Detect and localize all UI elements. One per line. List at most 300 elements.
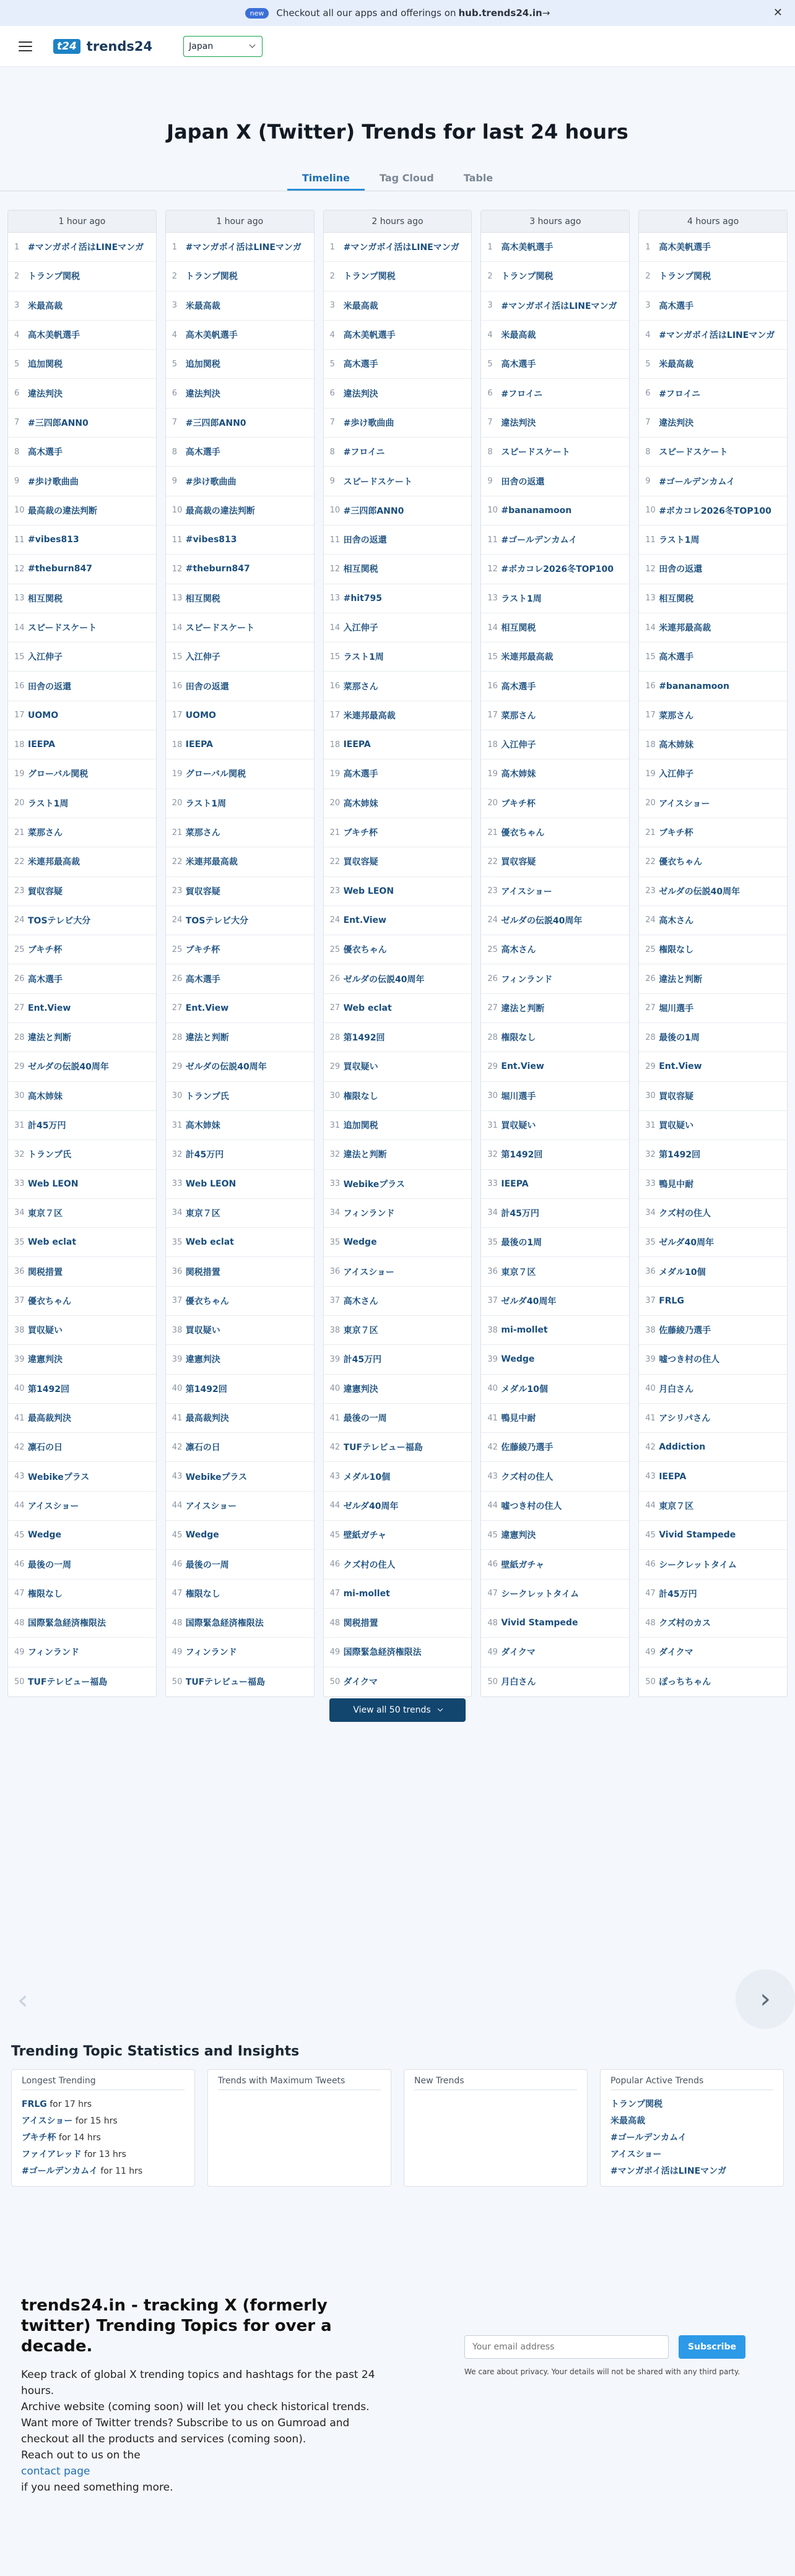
trend-link[interactable]: mi-mollet <box>343 1588 390 1599</box>
trend-link[interactable]: 相互関税 <box>185 594 220 604</box>
trend-link[interactable]: フィンランド <box>501 974 553 985</box>
trend-link[interactable]: IEEPA <box>501 1178 529 1189</box>
tab-table[interactable]: Table <box>463 172 493 184</box>
trend-link[interactable]: 最高裁の違法判断 <box>28 506 97 516</box>
trend-link[interactable]: 佐藤綾乃選手 <box>659 1326 711 1336</box>
trend-link[interactable]: 権限なし <box>28 1589 63 1599</box>
trend-link[interactable]: 東京７区 <box>343 1326 378 1336</box>
trend-link[interactable]: アイスショー <box>501 886 552 897</box>
trend-link[interactable]: 高木選手 <box>28 974 63 985</box>
trend-row <box>639 408 787 438</box>
trend-link[interactable]: #歩け歌曲曲 <box>185 477 237 487</box>
trend-link[interactable]: 違法判決 <box>185 389 220 399</box>
trend-link[interactable]: 違法と判断 <box>343 1150 387 1160</box>
hub-link[interactable]: hub.trends24.in→ <box>458 7 550 19</box>
trend-link[interactable]: 最後の1周 <box>659 1033 700 1044</box>
trend-link[interactable]: 高木さん <box>659 915 694 926</box>
trend-link[interactable]: 高木姉妹 <box>28 1091 63 1102</box>
trend-link[interactable]: 買収容疑 <box>659 1091 694 1102</box>
trend-link[interactable]: アシリパさん <box>659 1414 711 1424</box>
trend-link[interactable]: 貿収容疑 <box>185 886 220 897</box>
trend-rank: 9 <box>14 477 20 486</box>
trend-link[interactable]: フィンランド <box>185 1648 237 1658</box>
trend-rank: 45 <box>487 1530 498 1540</box>
previous-arrow-icon[interactable]: ‹ <box>17 1984 28 2016</box>
trend-row <box>166 1375 314 1404</box>
trend-link[interactable]: 米連邦最高裁 <box>501 652 554 663</box>
trend-link[interactable]: 最高裁の違法判断 <box>185 506 255 516</box>
trend-link[interactable]: Web eclat <box>185 1237 234 1248</box>
trend-link[interactable]: 高木選手 <box>343 360 378 370</box>
trend-link[interactable]: 買収疑い <box>185 1326 220 1336</box>
trend-link[interactable]: 違憲判決 <box>343 1384 378 1394</box>
trend-link[interactable]: スピードスケート <box>501 447 570 458</box>
trend-link[interactable]: 月白さん <box>501 1677 536 1688</box>
trend-link[interactable]: 菜那さん <box>659 711 694 721</box>
trend-link[interactable]: 関税措置 <box>28 1267 63 1277</box>
trend-link[interactable]: 田舎の返還 <box>659 564 703 575</box>
trend-link[interactable]: 高木美帆選手 <box>659 243 711 253</box>
trend-link[interactable]: 国際緊急経済権限法 <box>28 1619 106 1629</box>
trend-link[interactable]: 米連邦最高裁 <box>659 623 711 633</box>
trend-link[interactable]: ダイクマ <box>659 1648 693 1658</box>
trend-link[interactable]: 違法判決 <box>659 418 694 428</box>
trend-link[interactable]: ゼルダの伝説40周年 <box>343 974 425 985</box>
trend-link[interactable]: 国際緊急経済権限法 <box>343 1648 422 1658</box>
trend-link[interactable]: Webikeプラス <box>343 1179 405 1190</box>
trend-link[interactable]: Wedge <box>501 1354 535 1365</box>
trend-rank: 46 <box>172 1560 183 1569</box>
trend-link[interactable]: 最高裁判決 <box>185 1414 229 1424</box>
trend-link[interactable]: 米最高裁 <box>501 331 536 341</box>
trend-link[interactable]: 菜那さん <box>501 711 536 721</box>
trend-link[interactable]: 計45万円 <box>343 1355 382 1365</box>
trend-link[interactable]: ブキチ杯 <box>343 828 378 839</box>
trend-link[interactable]: 違憲判決 <box>28 1355 63 1365</box>
view-all-button[interactable]: View all 50 trends <box>329 1698 466 1722</box>
trend-link[interactable]: 買収容疑 <box>501 857 536 868</box>
trend-link[interactable]: ラスト1周 <box>501 594 542 604</box>
trend-link[interactable]: アイスショー <box>343 1267 394 1277</box>
trend-row <box>166 233 314 262</box>
trend-link[interactable]: 東京７区 <box>28 1208 63 1219</box>
tab-timeline[interactable]: Timeline <box>287 172 365 191</box>
trend-link[interactable]: 入江伸子 <box>659 769 694 780</box>
trend-link[interactable]: 計45万円 <box>185 1150 224 1160</box>
email-input[interactable] <box>464 2335 669 2359</box>
trend-row <box>324 1462 472 1491</box>
trend-link[interactable]: ゼルダ40周年 <box>501 1296 557 1307</box>
trend-link[interactable]: 高木美帆選手 <box>28 331 80 341</box>
trend-row <box>324 1228 472 1257</box>
contact-link[interactable]: contact page <box>21 2465 90 2478</box>
column-time: 4 hours ago <box>639 210 787 233</box>
trend-link[interactable]: 買収疑い <box>659 1121 694 1131</box>
trend-rank: 36 <box>645 1267 656 1277</box>
trend-link[interactable]: 第1492回 <box>185 1384 227 1394</box>
trend-row <box>166 1492 314 1521</box>
trend-link[interactable]: 月白さん <box>659 1384 694 1394</box>
trend-link[interactable]: 計45万円 <box>28 1121 66 1131</box>
trend-link[interactable]: 高木選手 <box>185 447 220 458</box>
trend-link[interactable]: トランプ氏 <box>185 1091 229 1102</box>
trend-link[interactable]: Webikeプラス <box>28 1472 90 1482</box>
trend-link[interactable]: 違法と判断 <box>501 1003 545 1014</box>
trend-link[interactable]: Wedge <box>343 1237 377 1248</box>
trend-link[interactable]: クズ村のカス <box>659 1619 711 1629</box>
trend-link[interactable]: #bananamoon <box>659 681 730 691</box>
trend-link[interactable]: 高木姉妹 <box>659 740 694 751</box>
trend-link[interactable]: TOSテレビ大分 <box>185 915 249 926</box>
trend-link[interactable]: 第1492回 <box>501 1150 543 1160</box>
trend-link[interactable]: フィンランド <box>343 1208 395 1219</box>
trend-link[interactable]: #bananamoon <box>501 505 572 516</box>
trend-link[interactable]: Web LEON <box>185 1178 237 1189</box>
trend-link[interactable]: グローバル関税 <box>185 769 246 780</box>
trend-link[interactable]: Web LEON <box>28 1178 79 1189</box>
trend-link[interactable]: 最高裁判決 <box>28 1414 71 1424</box>
trend-link[interactable]: #三四郎ANN0 <box>343 506 404 516</box>
trend-link[interactable]: 米最高裁 <box>659 360 694 370</box>
trend-link[interactable]: #マンガボイ活はLINEマンガ <box>343 243 459 253</box>
trend-link[interactable]: #hit795 <box>343 593 383 603</box>
trend-link[interactable]: 高木さん <box>343 1296 378 1307</box>
trend-link[interactable]: 堀川選手 <box>659 1003 694 1014</box>
trend-link[interactable]: フィンランド <box>28 1648 79 1658</box>
trend-link[interactable]: 関税措置 <box>343 1619 378 1629</box>
trend-link[interactable]: ラスト1周 <box>185 798 227 809</box>
trend-link[interactable]: メダル10個 <box>659 1267 706 1277</box>
trend-link[interactable]: シークレットタイム <box>659 1560 737 1570</box>
trend-link[interactable]: トランプ関税 <box>659 272 711 282</box>
trend-link[interactable]: 違憲判決 <box>185 1355 220 1365</box>
stat-trend-link[interactable]: アイスショー <box>610 2149 662 2159</box>
trend-link[interactable]: 優衣ちゃん <box>343 945 387 956</box>
trend-link[interactable]: Ent.View <box>343 915 386 925</box>
trend-link[interactable]: ゼルダの伝説40周年 <box>185 1062 267 1073</box>
trend-link[interactable]: Wedge <box>185 1530 219 1541</box>
trend-link[interactable]: ゼルダの伝説40周年 <box>28 1062 109 1073</box>
trend-link[interactable]: 高木選手 <box>185 974 220 985</box>
trend-link[interactable]: 違法判決 <box>28 389 63 399</box>
trend-row <box>8 1140 156 1169</box>
page-title: Japan X (Twitter) Trends for last 24 hours <box>167 120 628 144</box>
trend-link[interactable]: 追加関税 <box>28 360 63 370</box>
trend-link[interactable]: ブキチ杯 <box>501 798 536 809</box>
trend-link[interactable]: 違法と判断 <box>28 1033 71 1044</box>
trend-link[interactable]: 相互関税 <box>343 564 378 575</box>
trend-link[interactable]: 凛石の日 <box>28 1443 63 1453</box>
trend-link[interactable]: #フロイニ <box>343 447 385 458</box>
trend-link[interactable]: IEEPA <box>28 740 56 750</box>
trend-link[interactable]: 優衣ちゃん <box>501 828 545 839</box>
stat-trend-link[interactable]: #ゴールデンカムイ <box>610 2132 687 2143</box>
trend-link[interactable]: 第1492回 <box>28 1384 69 1394</box>
trend-link[interactable]: 計45万円 <box>501 1208 539 1219</box>
trend-link[interactable]: 嘘つき村の住人 <box>501 1501 562 1511</box>
trend-row <box>324 730 472 759</box>
trend-link[interactable]: #歩け歌曲曲 <box>28 477 79 487</box>
trend-rank: 1 <box>172 242 178 252</box>
menu-icon[interactable] <box>19 41 32 51</box>
trend-link[interactable]: #マンガボイ活はLINEマンガ <box>28 243 144 253</box>
trend-link[interactable]: ラスト1周 <box>28 798 69 809</box>
trend-link[interactable]: #ゴールデンカムイ <box>659 477 736 487</box>
trend-link[interactable]: 最後の一周 <box>343 1414 387 1424</box>
trend-link[interactable]: IEEPA <box>185 740 213 750</box>
trend-link[interactable]: 入江伸子 <box>501 740 536 751</box>
trend-link[interactable]: 第1492回 <box>659 1150 701 1160</box>
trend-rank: 16 <box>14 681 25 691</box>
trend-link[interactable]: スピードスケート <box>28 623 97 633</box>
trend-link[interactable]: 入江伸子 <box>185 652 220 663</box>
trend-link[interactable]: 高木姉妹 <box>185 1121 220 1131</box>
stat-item <box>610 2130 773 2146</box>
trend-link[interactable]: 東京７区 <box>185 1208 220 1219</box>
trend-link[interactable]: TOSテレビ大分 <box>28 915 91 926</box>
trend-rank: 44 <box>14 1501 25 1511</box>
trend-link[interactable]: 高木選手 <box>501 360 536 370</box>
trend-link[interactable]: 計45万円 <box>659 1589 697 1599</box>
trend-link[interactable]: Web eclat <box>343 1003 392 1013</box>
trend-link[interactable]: UOMO <box>185 710 216 720</box>
trend-row <box>166 1521 314 1550</box>
trend-rank: 19 <box>14 769 25 779</box>
trend-link[interactable]: #フロイニ <box>659 389 700 399</box>
trend-link[interactable]: ブキチ杯 <box>28 945 63 956</box>
trend-link[interactable]: 権限なし <box>343 1091 378 1102</box>
trend-link[interactable]: 最後の一周 <box>185 1560 229 1570</box>
trend-link[interactable]: 菜那さん <box>185 828 220 839</box>
trend-link[interactable]: 権限なし <box>185 1589 220 1599</box>
trend-link[interactable]: 壁紙ガチャ <box>343 1531 387 1541</box>
stat-trend-link[interactable]: ファイアレッド <box>22 2149 82 2159</box>
trend-link[interactable]: #マンガボイ活はLINEマンガ <box>659 331 775 341</box>
trend-link[interactable]: #theburn847 <box>185 564 250 574</box>
trend-rank: 43 <box>487 1472 498 1482</box>
trend-link[interactable]: 違法判決 <box>343 389 378 399</box>
stat-trend-link[interactable]: ブキチ杯 <box>22 2132 56 2143</box>
trend-link[interactable]: ラスト1周 <box>659 535 700 546</box>
trend-link[interactable]: 相互関税 <box>501 623 536 633</box>
trend-link[interactable]: 田舎の返還 <box>343 535 387 546</box>
trend-link[interactable]: 高木選手 <box>659 652 694 663</box>
trend-link[interactable]: #マンガボイ活はLINEマンガ <box>185 243 302 253</box>
trend-link[interactable]: IEEPA <box>343 740 371 750</box>
trend-link[interactable]: ゼルダの伝説40周年 <box>501 915 583 926</box>
trend-link[interactable]: 堀川選手 <box>501 1091 536 1102</box>
trend-link[interactable]: 鴨見中耐 <box>659 1179 694 1190</box>
trend-link[interactable]: 第1492回 <box>343 1033 385 1044</box>
trend-link[interactable]: トランプ関税 <box>28 272 80 282</box>
trend-link[interactable]: Addiction <box>659 1442 706 1453</box>
subscribe-button[interactable]: Subscribe <box>679 2335 745 2359</box>
trend-link[interactable]: Wedge <box>28 1530 61 1541</box>
trend-link[interactable]: 田舎の返還 <box>501 477 545 487</box>
trend-link[interactable]: FRLG <box>659 1295 684 1306</box>
trend-link[interactable]: Webikeプラス <box>185 1472 248 1482</box>
stat-trend-link[interactable]: アイスショー <box>22 2116 73 2126</box>
trend-rank: 36 <box>172 1267 183 1277</box>
trend-link[interactable]: #vibes813 <box>185 535 237 545</box>
trend-rank: 43 <box>645 1472 656 1482</box>
trend-link[interactable]: スピードスケート <box>185 623 255 633</box>
trend-link[interactable]: 高木選手 <box>28 447 63 458</box>
trend-link[interactable]: Ent.View <box>501 1061 544 1072</box>
next-arrow-icon[interactable]: › <box>736 1969 795 2029</box>
trend-link[interactable]: Ent.View <box>659 1061 702 1072</box>
trend-link[interactable]: 優衣ちゃん <box>185 1296 229 1307</box>
trend-link[interactable]: #マンガボイ活はLINEマンガ <box>501 301 617 311</box>
trend-link[interactable]: ゼルダ40周年 <box>343 1501 399 1511</box>
trend-link[interactable]: メダル10個 <box>343 1472 391 1482</box>
trend-link[interactable]: Vivid Stampede <box>659 1530 736 1541</box>
trend-link[interactable]: クズ村の住人 <box>659 1208 711 1219</box>
trend-link[interactable]: 東京７区 <box>659 1501 694 1511</box>
trend-link[interactable]: 高木姉妹 <box>501 769 536 780</box>
trend-link[interactable]: 東京７区 <box>501 1267 536 1277</box>
trend-link[interactable]: 壁紙ガチャ <box>501 1560 544 1570</box>
trend-link[interactable]: 権限なし <box>659 945 694 956</box>
trend-link[interactable]: 米連邦最高裁 <box>185 857 238 868</box>
trend-link[interactable]: TUFテレビュー福島 <box>343 1443 423 1453</box>
stat-trend-link[interactable]: トランプ関税 <box>610 2099 662 2109</box>
trend-link[interactable]: 権限なし <box>501 1033 536 1044</box>
trend-row <box>639 525 787 555</box>
trend-link[interactable]: スピードスケート <box>659 447 728 458</box>
trend-link[interactable]: 関税措置 <box>185 1267 220 1277</box>
trend-link[interactable]: 菜那さん <box>28 828 63 839</box>
trend-link[interactable]: 高木姉妹 <box>343 798 378 809</box>
trend-link[interactable]: #フロイニ <box>501 389 543 399</box>
trend-link[interactable]: 違法と判断 <box>185 1033 229 1044</box>
trend-link[interactable]: TUFテレビュー福島 <box>28 1677 108 1688</box>
trend-link[interactable]: #ボカコレ2026冬TOP100 <box>659 506 771 516</box>
trend-link[interactable]: #三四郎ANN0 <box>28 418 89 428</box>
trend-link[interactable]: 高木選手 <box>343 769 378 780</box>
trend-link[interactable]: #vibes813 <box>28 535 79 545</box>
trend-link[interactable]: グローバル関税 <box>28 769 89 780</box>
trend-link[interactable]: #ボカコレ2026冬TOP100 <box>501 564 614 575</box>
trend-link[interactable]: アイスショー <box>185 1501 237 1511</box>
trend-link[interactable]: 米最高裁 <box>28 301 63 311</box>
trend-link[interactable]: ラスト1周 <box>343 652 384 663</box>
trend-row <box>324 350 472 379</box>
trend-link[interactable]: Web eclat <box>28 1237 77 1248</box>
trend-rank: 16 <box>329 681 341 691</box>
trend-link[interactable]: #歩け歌曲曲 <box>343 418 394 428</box>
trend-link[interactable]: クズ村の住人 <box>343 1560 396 1570</box>
stat-trend-link[interactable]: #ゴールデンカムイ <box>22 2166 98 2176</box>
trend-link[interactable]: トランプ氏 <box>28 1150 71 1160</box>
trend-link[interactable]: 高木美帆選手 <box>343 331 396 341</box>
trend-link[interactable]: #theburn847 <box>28 564 92 574</box>
trend-link[interactable]: 米最高裁 <box>343 301 378 311</box>
trend-link[interactable]: 高木美帆選手 <box>185 331 238 341</box>
trend-link[interactable]: 最後の1周 <box>501 1238 542 1248</box>
country-select[interactable] <box>183 36 263 57</box>
trend-link[interactable]: 田舎の返還 <box>185 681 229 692</box>
trend-link[interactable]: 優衣ちゃん <box>28 1296 71 1307</box>
trend-link[interactable]: Ent.View <box>28 1003 71 1013</box>
trend-link[interactable]: 違法と判断 <box>659 974 703 985</box>
trend-link[interactable]: Ent.View <box>185 1003 229 1013</box>
trend-link[interactable]: Web LEON <box>343 886 394 896</box>
trend-link[interactable]: 田舎の返還 <box>28 681 71 692</box>
close-icon[interactable]: ✕ <box>773 6 783 19</box>
trend-link[interactable]: ぽっちちゃん <box>659 1677 711 1688</box>
trend-link[interactable]: 高木選手 <box>501 681 536 692</box>
trend-link[interactable]: mi-mollet <box>501 1325 548 1336</box>
trend-link[interactable]: #三四郎ANN0 <box>185 418 246 428</box>
trend-link[interactable]: スピードスケート <box>343 477 412 487</box>
trend-link[interactable]: 米最高裁 <box>185 301 220 311</box>
trend-link[interactable]: トランプ関税 <box>343 272 396 282</box>
stat-trend-link[interactable]: 米最高裁 <box>610 2116 645 2126</box>
stat-trend-link[interactable]: FRLG <box>22 2099 47 2109</box>
trend-link[interactable]: 高木さん <box>501 945 536 956</box>
trend-link[interactable]: 高木美帆選手 <box>501 243 554 253</box>
trend-link[interactable]: 違法判決 <box>501 418 536 428</box>
trend-link[interactable]: クズ村の住人 <box>501 1472 554 1482</box>
stat-trend-link[interactable]: #マンガボイ活はLINEマンガ <box>610 2166 727 2176</box>
trend-link[interactable]: 佐藤綾乃選手 <box>501 1443 554 1453</box>
trend-link[interactable]: UOMO <box>28 710 59 720</box>
trend-link[interactable]: 優衣ちゃん <box>659 857 703 868</box>
trend-link[interactable]: 相互関税 <box>659 594 694 604</box>
trend-link[interactable]: 買収疑い <box>343 1062 378 1073</box>
trend-link[interactable]: アイスショー <box>28 1501 79 1511</box>
trend-link[interactable]: 凛石の日 <box>185 1443 220 1453</box>
trend-link[interactable]: メダル10個 <box>501 1384 548 1394</box>
trend-link[interactable]: 嘘つき村の住人 <box>659 1355 720 1365</box>
trend-link[interactable]: シークレットタイム <box>501 1589 579 1599</box>
trend-link[interactable]: IEEPA <box>659 1471 687 1482</box>
trend-link[interactable]: Vivid Stampede <box>501 1618 578 1628</box>
trend-link[interactable]: #ゴールデンカムイ <box>501 535 578 546</box>
trend-link[interactable]: 菜那さん <box>343 681 378 692</box>
trend-link[interactable]: 最後の一周 <box>28 1560 71 1570</box>
logo[interactable] <box>53 39 152 54</box>
trend-link[interactable]: ダイクマ <box>501 1648 536 1658</box>
trend-link[interactable]: トランプ関税 <box>501 272 554 282</box>
trend-link[interactable]: アイスショー <box>659 798 710 809</box>
trend-link[interactable]: 追加関税 <box>185 360 220 370</box>
trend-link[interactable]: 国際緊急経済権限法 <box>185 1619 264 1629</box>
trend-link[interactable]: 相互関税 <box>28 594 63 604</box>
trend-link[interactable]: ブキチ杯 <box>659 828 693 839</box>
trend-link[interactable]: ゼルダの伝説40周年 <box>659 886 741 897</box>
trend-link[interactable]: ダイクマ <box>343 1677 378 1688</box>
trend-link[interactable]: TUFテレビュー福島 <box>185 1677 265 1688</box>
trend-link[interactable]: ゼルダ40周年 <box>659 1238 715 1248</box>
trend-link[interactable]: 買収容疑 <box>343 857 378 868</box>
trend-link[interactable]: 買収疑い <box>501 1121 536 1131</box>
trend-link[interactable]: 貿収容疑 <box>28 886 63 897</box>
trend-link[interactable]: 米連邦最高裁 <box>28 857 80 868</box>
trend-link[interactable]: 高木選手 <box>659 301 694 311</box>
trend-link[interactable]: 入江伸子 <box>343 623 378 633</box>
trend-link[interactable]: トランプ関税 <box>185 272 238 282</box>
trend-link[interactable]: 米連邦最高裁 <box>343 711 396 721</box>
trend-link[interactable]: 鴨見中耐 <box>501 1414 536 1424</box>
trend-link[interactable]: ブキチ杯 <box>185 945 220 956</box>
tab-tag-cloud[interactable]: Tag Cloud <box>379 172 434 184</box>
trend-link[interactable]: 入江伸子 <box>28 652 63 663</box>
trend-link[interactable]: 買収疑い <box>28 1326 63 1336</box>
trend-link[interactable]: 追加関税 <box>343 1121 378 1131</box>
trend-link[interactable]: 違憲判決 <box>501 1531 536 1541</box>
